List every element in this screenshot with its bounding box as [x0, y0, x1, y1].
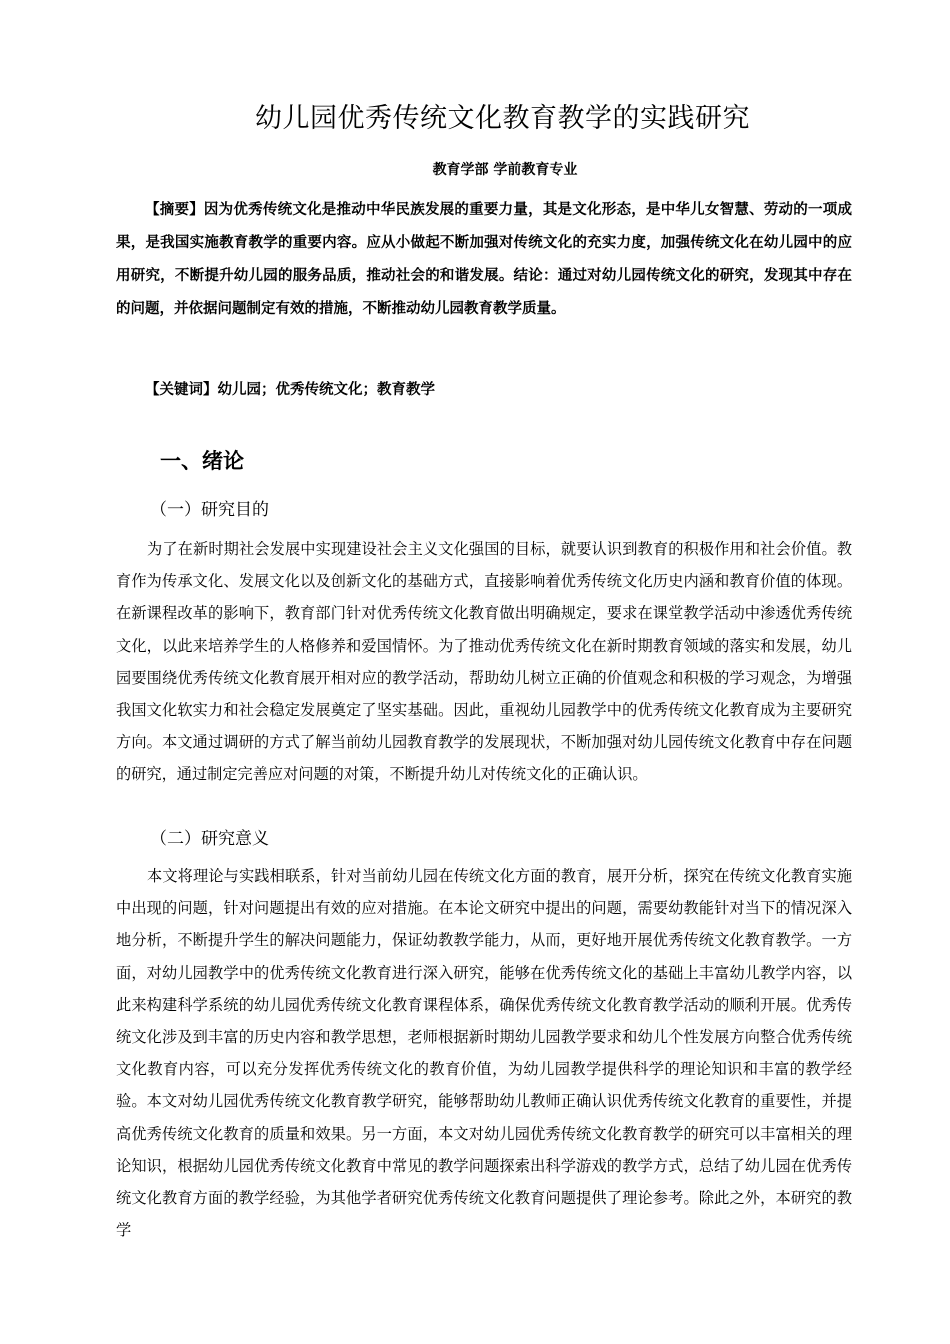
keywords-line: 【关键词】幼儿园；优秀传统文化；教育教学	[145, 381, 435, 398]
abstract-paragraph: 【摘要】因为优秀传统文化是推动中华民族发展的重要力量，其是文化形态，是中华儿女智慧、劳动的一项成果，是我国实施教育教学的重要内容。应从小做起不断加强对传统文化的充实力度，加强传统文化在幼儿园中的应用研究，不断提升幼儿园的服务品质，推动社会的和谐发展。结论：通过对幼儿园传统文化的研究，发现其中存在的问题，并依据问题制定有效的措施，不断推动幼儿园教育教学质量。	[116, 201, 852, 317]
significance-paragraph: 本文将理论与实践相联系，针对当前幼儿园在传统文化方面的教育，展开分析，探究在传统文化教育实施中出现的问题，针对问题提出有效的应对措施。在本论文研究中提出的问题，需要幼教能针对当下的情况深入地分析，不断提升学生的解决问题能力，保证幼教教学能力，从而，更好地开展优秀传统文化教育教学。一方面，对幼儿园教学中的优秀传统文化教育进行深入研究，能够在优秀传统文化的基础上丰富幼儿教学内容，以此来构建科学系统的幼儿园优秀传统文化教育课程体系，确保优秀传统文化教育教学活动的顺利开展。优秀传统文化涉及到丰富的历史内容和教学思想，老师根据新时期幼儿园教学要求和幼儿个性发展方向整合优秀传统文化教育内容，可以充分发挥优秀传统文化的教育价值，为幼儿园教学提供科学的理论知识和丰富的教学经验。本文对幼儿园优秀传统文化教育教学研究，能够帮助幼儿教师正确认识优秀传统文化教育的重要性，并提高优秀传统文化教育的质量和效果。另一方面，本文对幼儿园优秀传统文化教育教学的研究可以丰富相关的理论知识，根据幼儿园优秀传统文化教育中常见的教学问题探索出科学游戏的教学方式，总结了幼儿园在优秀传统文化教育方面的教学经验，为其他学者研究优秀传统文化教育问题提供了理论参考。除此之外，本研究的教学	[116, 867, 852, 1240]
purpose-paragraph: 为了在新时期社会发展中实现建设社会主义文化强国的目标，就要认识到教育的积极作用和社会价值。教育作为传承文化、发展文化以及创新文化的基础方式，直接影响着优秀传统文化历史内涵和教育价值的体现。在新课程改革的影响下，教育部门针对优秀传统文化教育做出明确规定，要求在课堂教学活动中渗透优秀传统文化，以此来培养学生的人格修养和爱国情怀。为了推动优秀传统文化在新时期教育领域的落实和发展，幼儿园要围绕优秀传统文化教育展开相对应的教学活动，帮助幼儿树立正确的价值观念和积极的学习观念，为增强我国文化软实力和社会稳定发展奠定了坚实基础。因此，重视幼儿园教学中的优秀传统文化教育成为主要研究方向。本文通过调研的方式了解当前幼儿园教育教学的发展现状，不断加强对幼儿园传统文化教育中存在问题的研究，通过制定完善应对问题的对策，不断提升幼儿对传统文化的正确认识。	[116, 540, 852, 784]
subsection-heading-purpose: （一）研究目的	[150, 500, 269, 520]
department-line: 教育学部 学前教育专业	[432, 162, 578, 178]
subsection-heading-significance: （二）研究意义	[150, 829, 269, 849]
section-heading-introduction: 一、绪论	[160, 449, 244, 473]
paper-title: 幼儿园优秀传统文化教育教学的实践研究	[255, 103, 750, 134]
